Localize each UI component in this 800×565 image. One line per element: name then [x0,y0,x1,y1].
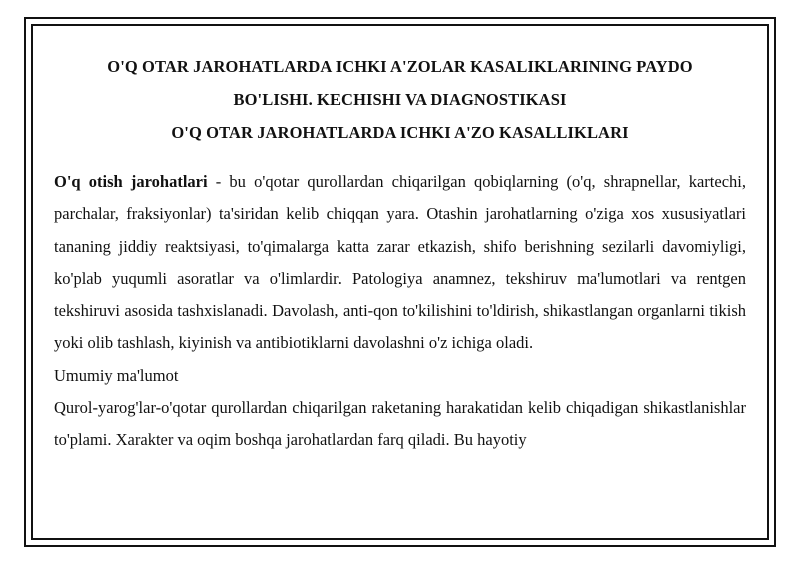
title-line-3: O'Q OTAR JAROHATLARDA ICHKI A'ZO KASALLIKLARI [171,123,629,142]
title-spacer [54,149,746,166]
title-line-2: BO'LISHI. KECHISHI VA DIAGNOSTIKASI [233,90,567,109]
intro-paragraph [54,166,746,360]
intro-text: - bu o'qotar qurollardan chiqarilgan qobiqlarning (o'q, shrapnellar, kartechi, parchalar, fraksiyonlar) ta'siridan kelib chiqqan yara. Otashin jarohatlarning o'ziga xos xususiyatlari tananing jiddiy reaktsiyasi, to'qimalarga katta zarar etkazish, shifo berishning sezilarli davomiyligi, ko'plab yuqumli asoratlar va o'limlardir. Patologiya anamnez, tekshiruv ma'lumotlari va rentgen tekshiruvi asosida tashxislanadi. Davolash, anti-qon to'kilishini to'ldirish, shikastlangan organlarni tikish yoki olib tashlash, kiyinish va antibiotiklarni davolashni o'z ichiga oladi. [54,172,746,353]
section-heading: Umumiy ma'lumot [54,365,179,385]
section-paragraph: Qurol-yarog'lar-o'qotar qurollardan chiqarilgan raketaning harakatidan kelib chiqadigan shikastlanishlar to'plami. Xarakter va oqim boshqa jarohatlardan farq qiladi. Bu hayotiy [54,398,746,450]
document-content [54,50,746,524]
title-line-1: O'Q OTAR JAROHATLARDA ICHKI A'ZOLAR KASALIKLARINING PAYDO [107,57,693,76]
intro-term: O'q otish jarohatlari [54,172,208,191]
